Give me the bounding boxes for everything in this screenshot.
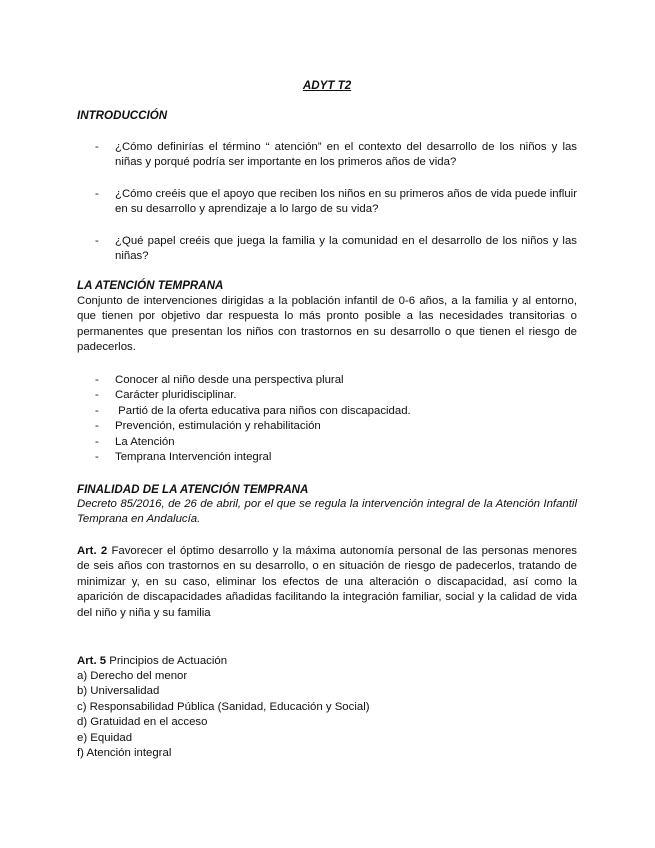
art5-label: Art. 5	[77, 655, 107, 667]
question-text: ¿Qué papel creéis que juega la familia y la comunidad en el desarrollo de los niños y las niñas?	[115, 234, 577, 263]
dash-bullet: -	[95, 234, 99, 247]
intro-heading: INTRODUCCIÓN	[77, 109, 168, 122]
art2-paragraph	[77, 544, 577, 621]
list-item	[95, 404, 577, 419]
list-item: b) Universalidad	[77, 685, 160, 698]
dash-bullet: -	[95, 404, 99, 417]
dash-bullet: -	[95, 451, 99, 464]
art2-text: Favorecer el óptimo desarrollo y la máxima autonomía personal de las personas menores de seis años con trastornos en su desarrollo, o en situación de riesgo de padecerlos, tratando de minimizar y, en su caso, eliminar los efectos de una alteración o discapacidad, así como la aparición de discapacidades añadidas facilitando la integración familiar, social y la calidad de vida del niño y niña y su familia	[77, 545, 577, 619]
list-item: c) Responsabilidad Pública (Sanidad, Educación y Social)	[77, 700, 370, 713]
atencion-bullet-list	[95, 373, 577, 465]
list-item	[95, 140, 577, 171]
art5-text: Principios de Actuación	[106, 655, 228, 667]
dash-bullet: -	[95, 389, 99, 402]
list-item: e) Equidad	[77, 731, 133, 744]
question-text: ¿Cómo definirías el término “ atención” en el contexto del desarrollo de los niños y las niñas y porqué podría ser importante en los primeros años de vida?	[115, 141, 577, 169]
list-item	[95, 419, 577, 434]
bullet-text: La Atención	[115, 435, 175, 448]
list-item	[95, 435, 577, 450]
list-item: d) Gratuidad en el acceso	[77, 716, 208, 729]
list-item: f) Atención integral	[77, 747, 172, 760]
bullet-text: Conocer al niño desde una perspectiva plural	[115, 374, 344, 386]
bullet-text: Partió de la oferta educativa para niños con discapacidad.	[115, 404, 411, 417]
bullet-text: Prevención, estimulación y rehabilitación	[115, 420, 321, 433]
principles-list	[77, 669, 577, 761]
dash-bullet: -	[95, 187, 99, 200]
list-item	[95, 450, 577, 465]
dash-bullet: -	[95, 141, 99, 153]
bullet-text: Temprana Intervención integral	[115, 451, 272, 464]
list-item	[95, 388, 577, 403]
document-title: ADYT T2	[302, 79, 352, 92]
atencion-heading: LA ATENCIÓN TEMPRANA	[77, 279, 224, 292]
atencion-paragraph: Conjunto de intervenciones dirigidas a la población infantil de 0-6 años, a la familia y al entorno, que tienen por objetivo dar respuesta lo más pronto posible a las necesidades transitorias o permanentes que presentan los niños con trastornos en su desarrollo o que tienen el riesgo de padecerlos.	[77, 295, 577, 354]
dash-bullet: -	[95, 435, 99, 448]
bullet-text: Carácter pluridisciplinar.	[115, 389, 237, 402]
finalidad-heading: FINALIDAD DE LA ATENCIÓN TEMPRANA	[77, 483, 309, 496]
list-item: a) Derecho del menor	[77, 670, 188, 682]
list-item	[95, 234, 577, 265]
dash-bullet: -	[95, 420, 99, 433]
list-item	[95, 187, 577, 218]
dash-bullet: -	[95, 374, 99, 386]
art5-heading	[77, 654, 577, 669]
list-item	[95, 373, 577, 388]
intro-question-list	[95, 140, 577, 264]
art2-label: Art. 2	[77, 545, 108, 557]
decree-paragraph: Decreto 85/2016, de 26 de abril, por el que se regula la intervención integral de la Atención Infantil Temprana en Andalucía.	[77, 498, 577, 526]
question-text: ¿Cómo creéis que el apoyo que reciben los niños en su primeros años de vida puede influir en su desarrollo y aprendizaje a lo largo de su vida?	[115, 187, 577, 216]
